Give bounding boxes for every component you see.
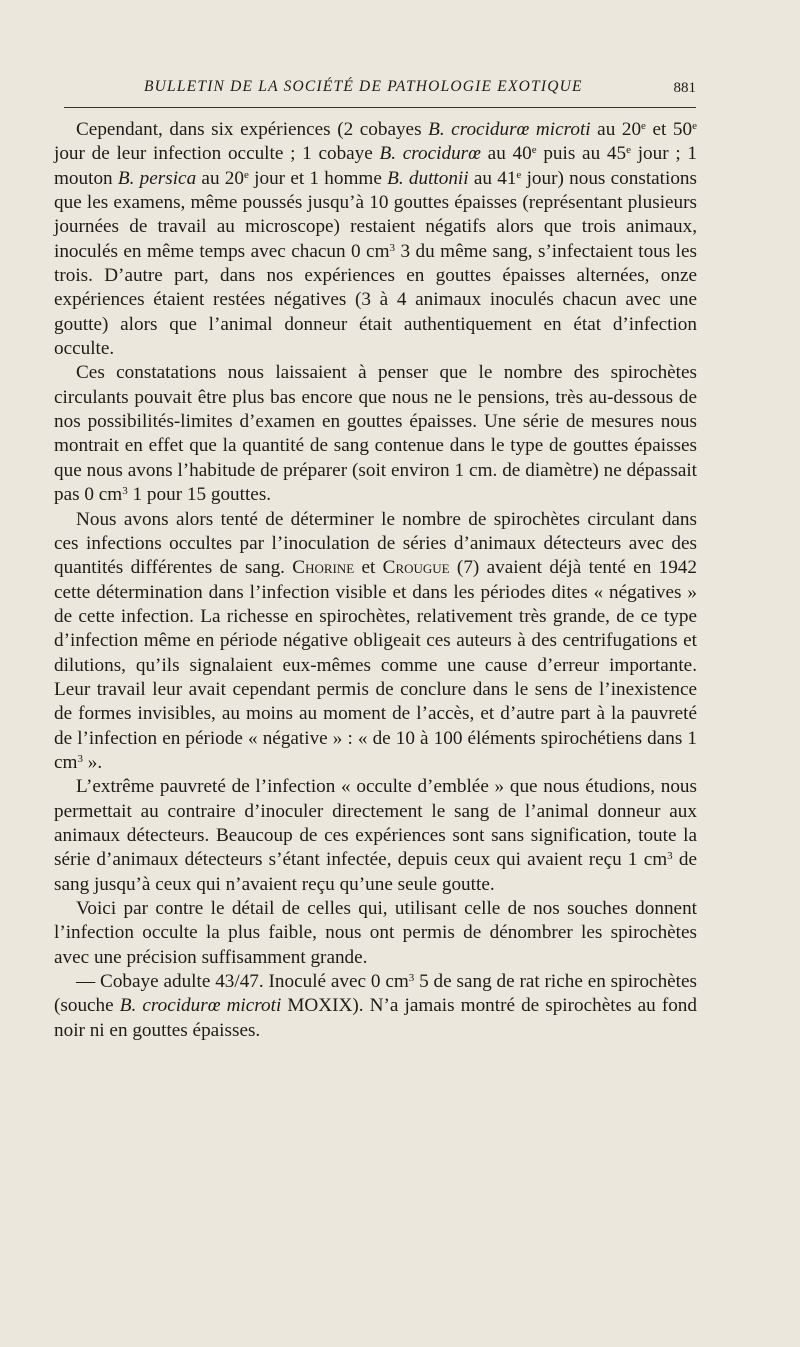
running-header [56, 76, 696, 102]
paragraph-4: L’extrême pauvreté de l’infection « occulte d’emblée » que nous étudions, nous permettait au contraire d’inoculer directement le sang de l’animal donneur aux animaux détecteurs. Beaucoup de ces expériences sont sans signification, toute la série d’animaux détecteurs s’étant infectée, depuis ceux qui avaient reçu 1 $cm^3$ de sang jusqu’à ceux qui n’avaient reçu qu’une seule goutte. [54, 776, 697, 895]
paragraph-3: Nous avons alors tenté de déterminer le nombre de spirochètes circulant dans ces infections occultes par l’inoculation de séries d’animaux détecteurs avec des quantités différentes de sang. Chorine et Crougue (7) avaient déjà tenté en 1942 cette détermination dans l’infection visible et dans les périodes dites « négatives » de cette infection. La richesse en spirochètes, relativement très grande, de ce type d’infection même en période négative obligeait ces auteurs à des centrifugations et dilutions, qu’ils signalaient eux-mêmes comme une cause d’erreur importante. Leur travail leur avait cependant permis de conclure dans le sens de l’inexistence de formes invisibles, au moins au moment de l’accès, et d’autre part à la pauvreté de l’infection en période « négative » : « de 10 à 100 éléments spirochétiens dans 1 $cm^3$ ». [54, 508, 697, 773]
paragraph-2: Ces constatations nous laissaient à penser que le nombre des spirochètes circulants pouvait être plus bas encore que nous ne le pensions, très au-dessous de nos possibilités-limites d’examen en gouttes épaisses. Une série de mesures nous montrait en effet que la quantité de sang contenue dans le type de gouttes épaisses que nous avons l’habitude de préparer (soit environ 1 cm. de diamètre) ne dépassait pas 0 $cm^3$ 1 pour 15 gouttes. [54, 362, 697, 506]
author-name: Chorine [292, 557, 355, 579]
journal-title: BULLETIN DE LA SOCIÉTÉ DE PATHOLOGIE EXOTIQUE [144, 78, 583, 95]
header-rule [64, 107, 696, 108]
body-text [54, 118, 697, 1043]
author-name: Crougue [382, 557, 450, 579]
paragraph-6: — Cobaye adulte 43/47. Inoculé avec 0 $cm^3$ 5 de sang de rat riche en spirochètes (souche B. crocidurœ microti MOXIX). N’a jamais montré de spirochètes au fond noir ni en gouttes épaisses. [54, 971, 697, 1041]
paragraph-1: Cependant, dans six expériences (2 cobayes B. crocidurœ microti au 20e et 50e jour de leur infection occulte ; 1 cobaye B. crocidurœ au 40e puis au 45e jour ; 1 mouton B. persica au 20e jour et 1 homme B. duttonii au 41e jour) nous constations que les examens, même poussés jusqu’à 10 gouttes épaisses (représentant plusieurs journées de travail au microscope) restaient négatifs alors que trois animaux, inoculés en même temps avec chacun 0 $cm^3$ 3 du même sang, s’infectaient tous les trois. D’autre part, dans nos expériences en gouttes épaisses alternées, onze expériences étaient restées négatives (3 à 4 animaux inoculés chacun avec une goutte) alors que l’animal donneur était authentiquement en état d’infection occulte. [54, 119, 697, 360]
paragraph-5: Voici par contre le détail de celles qui, utilisant celle de nos souches donnent l’infection occulte la plus faible, nous ont permis de dénombrer les spirochètes avec une précision suffisamment grande. [54, 898, 697, 968]
page-number: 881 [673, 80, 696, 96]
